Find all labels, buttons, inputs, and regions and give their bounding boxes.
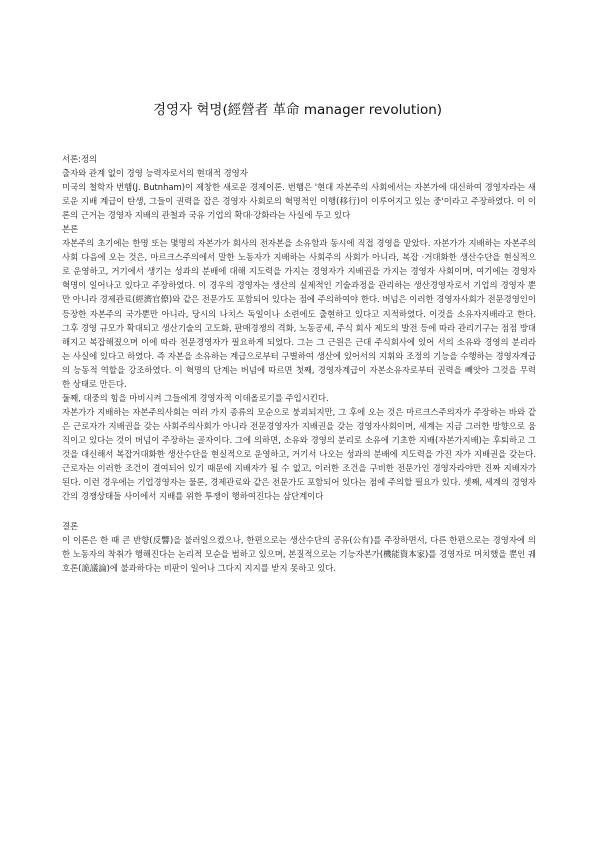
intro-heading: 서론:정의 <box>62 154 98 164</box>
conclusion-paragraph: 이 이론은 한 때 큰 반향(反響)을 불러일으켰으나, 한편으로는 생산수단의 공유(公有)를 주장하면서, 다른 한편으로는 경영자에 의한 노동자의 착취가 행해진다는 논리적 모순을 범하고 있으며, 본질적으로는 기능자본가(機能資本家)를 경영자로 머치했을 뿐인 궤호론(詭議論)에 불과하다는 비판이 일어나 그다지 지지를 받지 못하고 있다. <box>62 535 537 574</box>
intro-section <box>62 152 536 222</box>
body-second-stage: 둘째, 대중의 힘을 마비시켜 그들에게 경영자적 이데올로기를 주입시킨다. <box>62 392 329 403</box>
document-body <box>62 152 536 575</box>
body-section <box>62 222 536 503</box>
conclusion-section <box>62 519 536 575</box>
section-spacer <box>62 503 536 519</box>
intro-paragraph: 미국의 철학자 번햄(J. Butnham)이 제창한 새로운 경제이론. 번햄은 '현대 자본주의 사회에서는 자본가에 대신하여 경영자라는 새로운 지배 계급이 탄생, 그들이 권력을 잡은 경영자 사회로의 혁명적인 이행(移行)이 이루어지고 있는 중'이라고 주장하였다. 이 이론의 근거는 경영자 지배의 관철과 국유 기업의 확대·강화라는 사실에 두고 있다 <box>62 182 536 221</box>
intro-subtitle: 출자와 관계 없이 경영 능력자로서의 현대적 경영자 <box>62 168 248 179</box>
page-title: 경영자 혁명(經營者 革命 manager revolution) <box>152 102 443 118</box>
body-heading: 본론 <box>62 224 79 235</box>
conclusion-heading: 결론 <box>62 521 79 532</box>
body-paragraph-1: 자본주의 초기에는 한명 또는 몇명의 자본가가 회사의 전자본을 소유함과 동시에 직접 경영을 맡았다. 자본가가 지배하는 자본주의 사회 다음에 오는 것은, 마르크스주의에서 말한 노동자가 지배하는 사회주의 사회가 아니라, 복잡 ·거대화한 생산수단을 현실적으로 운영하고, 거기에서 생기는 성과의 분배에 대해 지도력을 가지는 경영자가 지배권을 가지는 경영자 사회이며, 여기에는 경영자혁명이 일어나고 있다고 주장하였다. 이 경우의 경영자는 생산의 실제적인 기술과정을 관리하는 생산경영자로서 기업의 경영자 뿐만 아니라 경제관료(經濟官僚)와 같은 전문가도 포함되어 있다는 점에 주의하여야 한다. 버넘은 이러한 경영자사회가 전문경영인이 등장한 자본주의 국가뿐만 아니라, 당시의 나치스 독일이나 소련에도 출현하고 있다고 지적하였다. 이것을 소유자지배라고 한다. 그후 경영 규모가 확대되고 생산기술의 고도화, 판매경쟁의 격화, 노동공세, 주식 회사 제도의 발전 등에 따라 관리기구는 점점 방대해지고 복잡해졌으며 이에 따라 전문경영자가 필요하게 되었다. 그는 그 근원은 근대 주식회사에 있어 서의 소유와 경영의 분리라는 사실에 있다고 하였다. 즉 자본을 소유하는 계급으로부터 구별하여 생산에 있어서의 지휘와 조정의 기능을 수행하는 경영자계급의 능동적 역할을 강조하였다. 이 혁명의 단계는 버넘에 따르면 첫째, 경영자계급이 자본소유자로부터 권력을 빼앗아 그것을 무력한 상태로 만든다. <box>62 238 536 389</box>
body-paragraph-2: 자본가가 지배하는 자본주의사회는 여러 가지 종류의 모순으로 붕괴되지만, 그 후에 오는 것은 마르크스주의자가 주장하는 바와 같은 근로자가 지배권을 갖는 사회주의사회가 아니라 전문경영자가 지배권을 갖는 경영자사회이며, 세계는 지금 그러한 방향으로 움직이고 있다는 것이 버넘이 주장하는 골자이다. 그에 의하면, 소유와 경영의 분리로 소유에 기초한 지배(자본가지배)는 후퇴하고 그것을 대신해서 복잡거대화한 생산수단을 현실적으로 운영하고, 거기서 나오는 성과의 분배에 지도력을 가진 자가 지배권을 갖는다. 근로자는 이러한 조건이 결여되어 있기 때문에 지배자가 될 수 없고, 이러한 조건을 구비한 전문가인 경영자라야만 진짜 지배자가 된다. 이런 경우에는 기업경영자는 물론, 경제관료와 같은 전문가도 포함되어 있다는 점에 주의할 필요가 있다. 셋째, 세계의 경영자간의 경쟁상태들 사이에서 지배를 위한 투쟁이 행하여진다는 삼단계이다 <box>62 406 536 502</box>
